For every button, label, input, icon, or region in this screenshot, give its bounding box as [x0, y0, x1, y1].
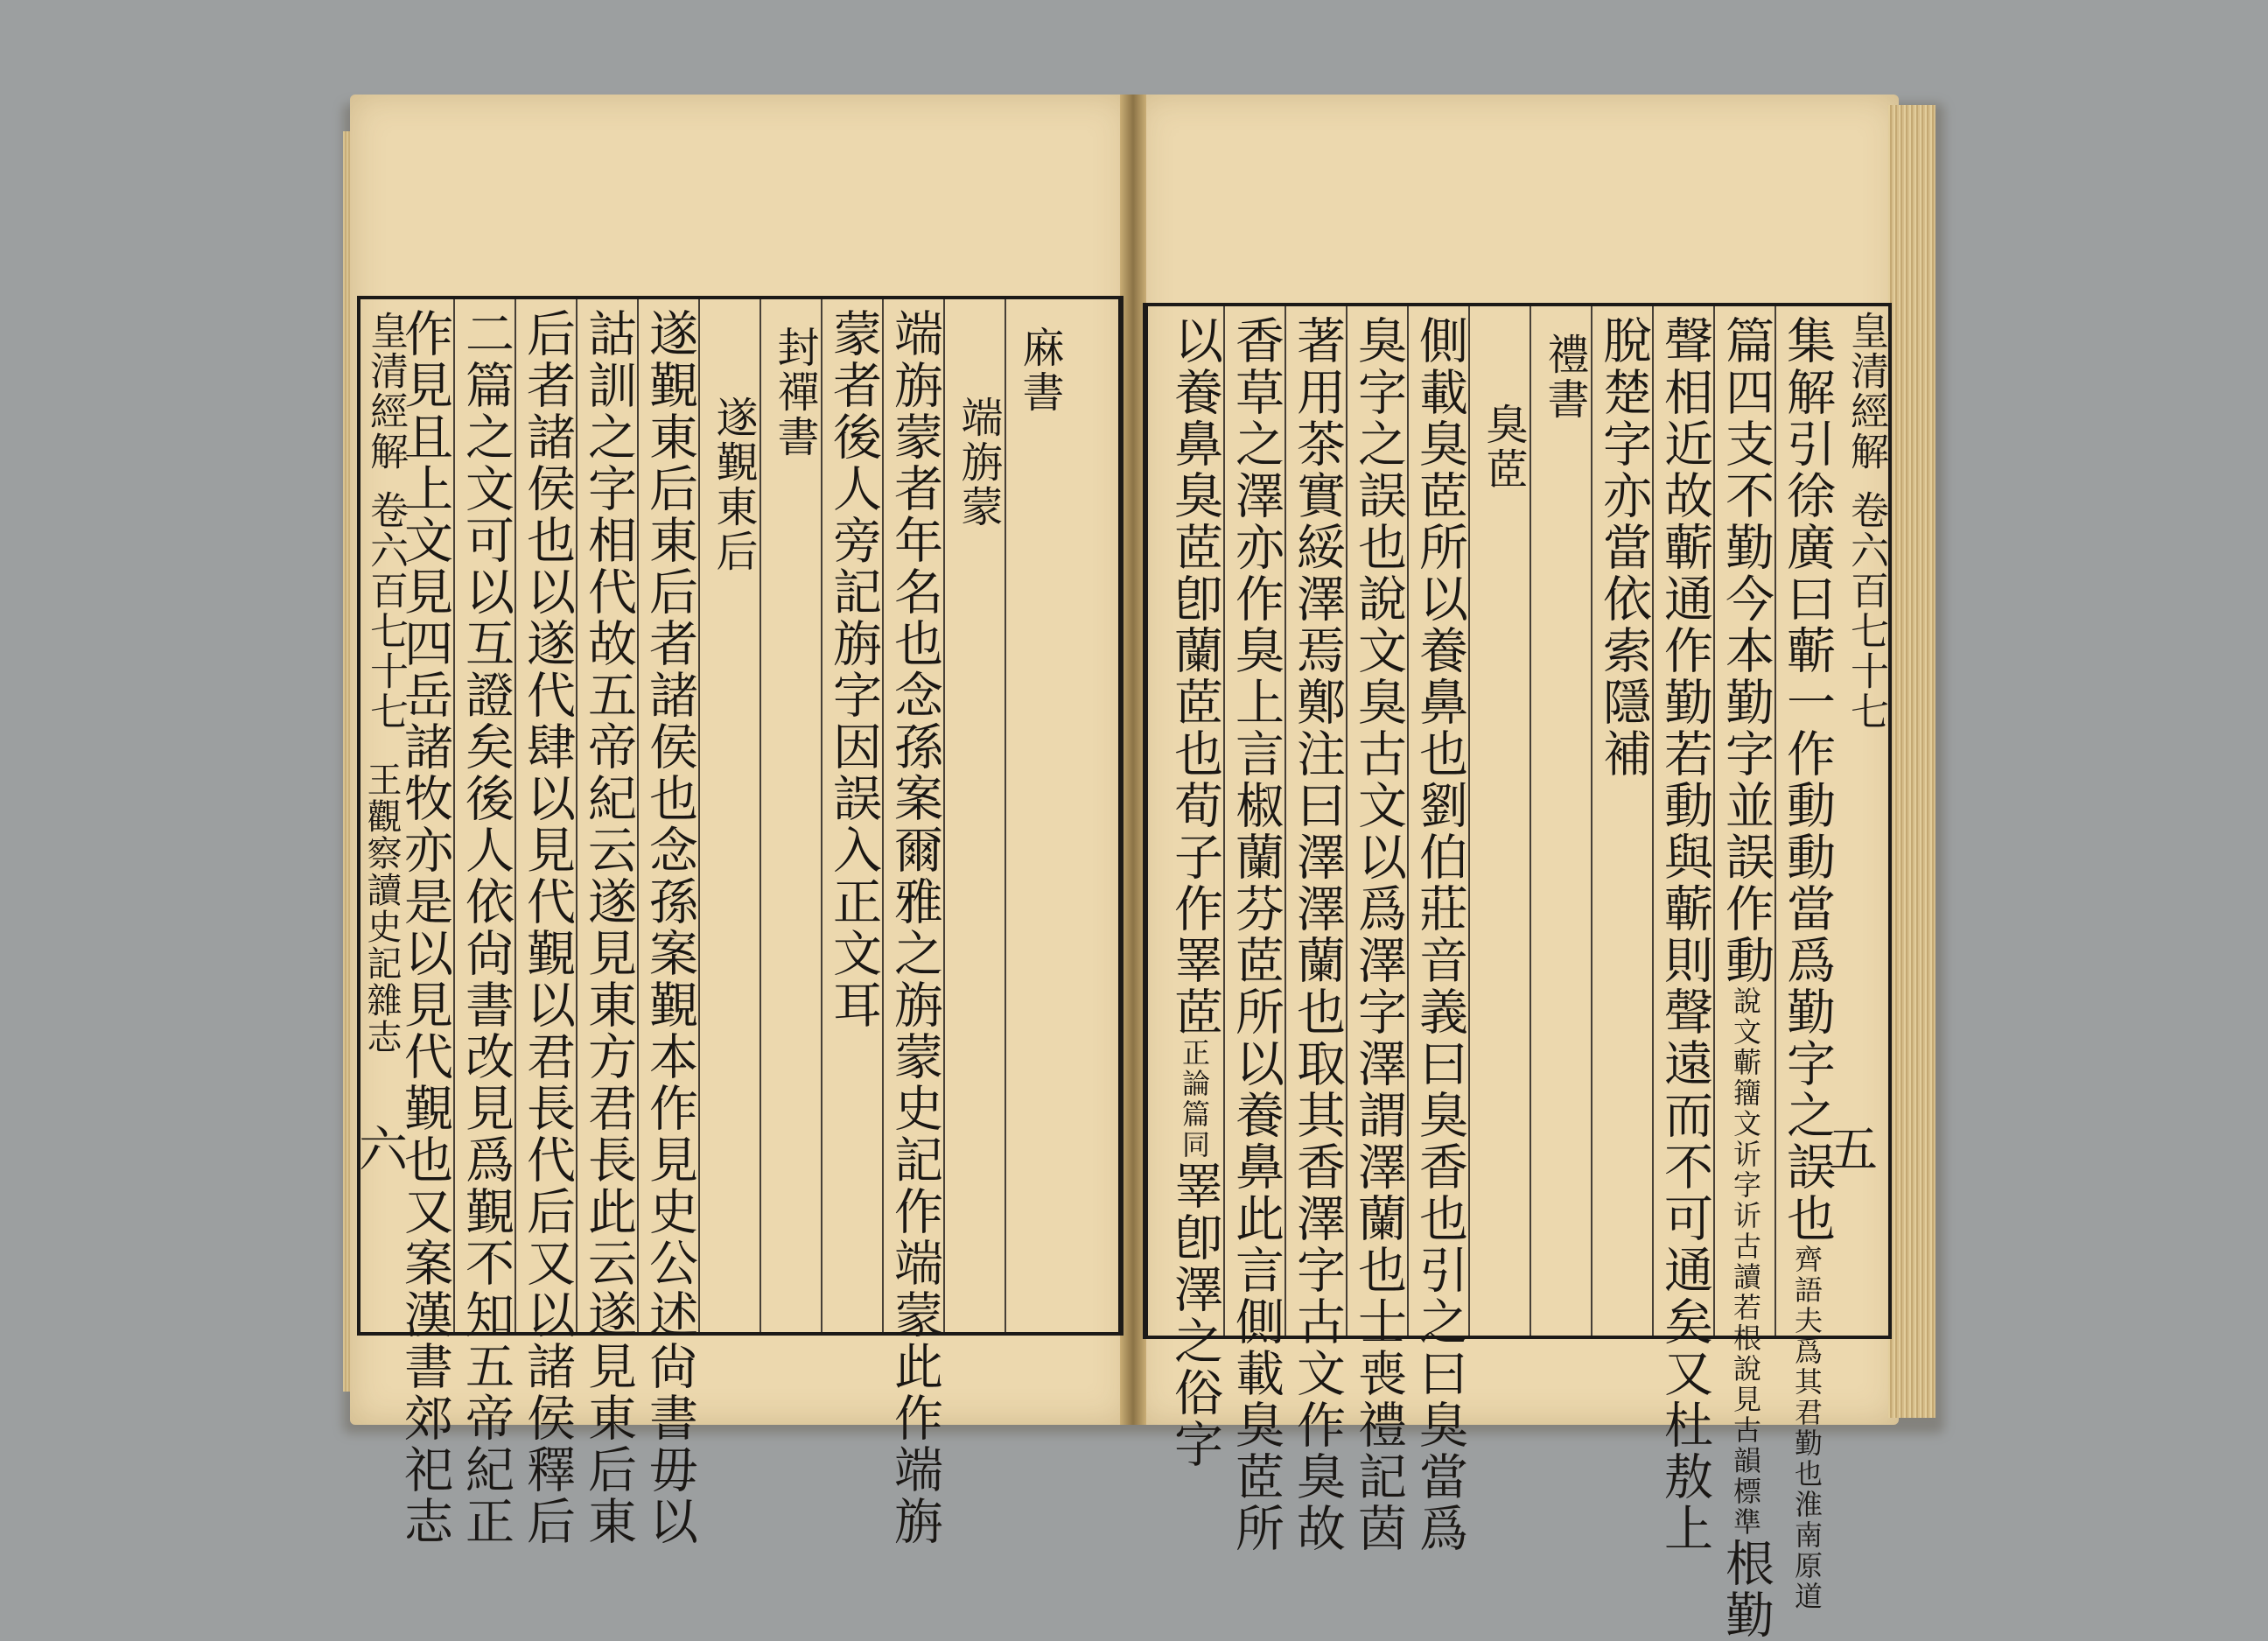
right-column-2	[1652, 306, 1713, 1554]
column-text: 著用茶實綏澤焉鄭注曰澤澤蘭也取其香澤字古文作臭故	[1289, 315, 1346, 1554]
column-text: 聲相近故蘄通作勤若動與蘄則聲遠而不可通矣又杜敖上	[1656, 315, 1713, 1554]
column-rule	[821, 299, 822, 1332]
column-rule	[1004, 299, 1006, 1332]
left-margin-volume: 卷六百七十七	[363, 490, 408, 732]
column-rule	[698, 299, 700, 1332]
column-rule	[760, 299, 761, 1332]
column-text: 遂覲東后東后者諸侯也念孫案覲本作見史公述尙書毋以	[641, 308, 698, 1547]
right-column-5	[1468, 306, 1530, 1432]
column-rule	[882, 299, 884, 1332]
left-column-1	[943, 299, 1004, 1428]
column-text: 遂覲東后	[709, 396, 758, 574]
right-column-9	[1223, 306, 1284, 1554]
column-text: 篇四支不勤今本勤字並誤作動	[1718, 315, 1774, 986]
left-column-9	[453, 299, 514, 1547]
column-tail-text: 睪卽澤之俗字	[1166, 1161, 1223, 1470]
column-text: 端旃蒙者年名也念孫案爾雅之旃蒙史記作端蒙此作端旃	[886, 308, 943, 1547]
left-column-7	[576, 299, 637, 1547]
column-rule	[1652, 306, 1654, 1336]
right-page-edges	[1888, 105, 1936, 1418]
left-column-5	[698, 299, 760, 1428]
column-rule	[943, 299, 945, 1332]
column-rule	[1468, 306, 1470, 1336]
right-column-7	[1346, 306, 1407, 1554]
column-text: 后者諸侯也以遂代肆以見代覲以君長代后又以諸侯釋后	[519, 308, 576, 1547]
left-column-4	[760, 299, 821, 1358]
column-text: 臭茝	[1479, 403, 1528, 492]
column-rule	[1713, 306, 1715, 1336]
right-column-3	[1591, 306, 1652, 1344]
column-rule	[1284, 306, 1286, 1336]
column-text: 脫楚字亦當依索隱補	[1595, 315, 1652, 780]
column-rule	[1591, 306, 1592, 1336]
left-column-6	[637, 299, 698, 1547]
right-margin-volume: 卷六百七十七	[1844, 490, 1888, 732]
left-column-10	[392, 299, 453, 1547]
left-column-2	[882, 299, 943, 1547]
column-tail-text: 根勤	[1718, 1538, 1774, 1641]
left-text-frame	[357, 296, 1124, 1547]
column-text: 側載臭茝所以養鼻也劉伯莊音義曰臭香也引之曰臭當爲	[1411, 315, 1468, 1554]
column-rule	[514, 299, 516, 1332]
column-rule	[637, 299, 639, 1332]
column-rule	[1346, 306, 1348, 1336]
column-text: 作見且上文見四岳諸牧亦是以見代覲也又案漢書郊祀志	[396, 308, 453, 1547]
interlinear-note: 說文蘄籒文䜣字䜣古讀若根說見古韻標準	[1729, 986, 1762, 1538]
right-column-1	[1713, 306, 1774, 1641]
interlinear-note: 齊語夫爲其君勤也淮南原道	[1790, 1245, 1824, 1612]
margin-book-title: 皇清經解	[363, 311, 408, 472]
left-margin-subject: 王觀察讀史記雜志	[361, 761, 402, 1055]
right-margin-title: 皇清經解	[1844, 311, 1888, 472]
column-rule	[1530, 306, 1531, 1336]
column-text: 臭字之誤也說文臭古文以爲澤字澤謂澤蘭也士喪禮記茵	[1350, 315, 1407, 1554]
right-column-0	[1774, 306, 1836, 1612]
interlinear-note: 正論篇同	[1178, 1038, 1211, 1161]
column-rule	[576, 299, 578, 1332]
right-column-6	[1407, 306, 1468, 1554]
left-page-number: 六	[359, 1122, 408, 1179]
column-text: 香草之澤亦作臭上言椒蘭芬茝所以養鼻此言側載臭茝所	[1228, 315, 1284, 1554]
column-text: 禮書	[1540, 333, 1589, 422]
column-text: 麻書	[1015, 326, 1064, 415]
left-column-0	[1004, 299, 1066, 1358]
right-text-frame	[1143, 303, 1892, 1641]
column-rule	[453, 299, 455, 1332]
right-column-10	[1162, 306, 1223, 1470]
right-page-number: 五	[1829, 1122, 1878, 1179]
column-text: 集解引徐廣曰蘄一作動動當爲勤字之誤也	[1779, 315, 1836, 1245]
right-column-4	[1530, 306, 1591, 1362]
column-text: 封禪書	[770, 326, 819, 459]
column-rule	[1407, 306, 1409, 1336]
left-column-3	[821, 299, 882, 1341]
column-text: 端旃蒙	[954, 396, 1003, 529]
right-column-8	[1284, 306, 1346, 1554]
column-rule	[1774, 306, 1776, 1336]
column-text: 蒙者後人旁記旃字因誤入正文耳	[825, 308, 882, 1031]
column-text: 二篇之文可以互證矣後人依尙書改見爲覲不知五帝紀正	[458, 308, 514, 1547]
left-column-8	[514, 299, 576, 1547]
column-text: 詁訓之字相代故五帝紀云遂見東方君長此云遂見東后東	[580, 308, 637, 1547]
column-text: 以養鼻臭茝卽蘭茝也荀子作睪茝	[1166, 315, 1223, 1038]
column-rule	[1223, 306, 1225, 1336]
